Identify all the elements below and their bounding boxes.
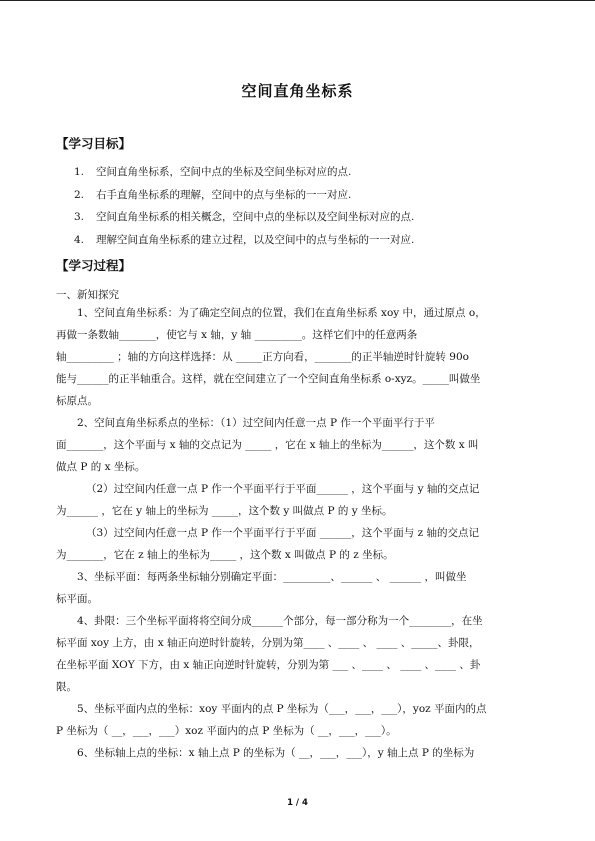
page-number: 1 / 4 — [287, 798, 308, 808]
text-line: （3）过空间内任意一点 P 作一个平面平行于平面 ______，这个平面与 z 轴的交点记 — [86, 527, 479, 539]
goal-number: 4. — [74, 234, 85, 246]
paragraph-axis-points — [56, 742, 548, 764]
text-line: 轴_________ ；轴的方向这样选择：从 _____正方向看，_______的正半轴逆时针旋转 90o — [56, 351, 469, 363]
goal-item-3 — [74, 209, 414, 224]
text-line: 在坐标平面 XOY 下方，由 x 轴正向逆时针旋转，分别为第 ___ 、____ 、 ____ 、____ 、卦 — [56, 659, 481, 671]
process-heading: 【学习过程】 — [56, 258, 132, 273]
paragraph-coordinate-planes — [56, 566, 548, 610]
goal-item-2 — [74, 187, 351, 202]
text-line: 6、坐标轴上点的坐标：x 轴上点 P 的坐标为（ __，___，___），y 轴上点 P 的坐标为 — [77, 747, 475, 759]
subsection-title: 一、新知探究 — [56, 289, 119, 301]
paragraph-y-coordinate — [56, 478, 548, 522]
goal-text: 空间直角坐标系，空间中点的坐标及空间坐标对应的点. — [96, 166, 352, 178]
goal-number: 2. — [74, 189, 85, 201]
paragraph-z-coordinate — [56, 522, 548, 566]
text-line: 标平面 xoy 上方，由 x 轴正向逆时针旋转，分别为第____ 、____ 、 ____ 、_____、卦限， — [56, 637, 480, 649]
text-line: （2）过空间内任意一点 P 作一个平面平行于平面______ ，这个平面与 y 轴的交点记 — [86, 483, 480, 495]
text-line: P 坐标为（ __，___，___）xoz 平面内的点 P 坐标为（ __，___，___）。 — [56, 725, 397, 737]
text-line: 做点 P 的 x 坐标。 — [56, 461, 146, 473]
text-line: 标平面。 — [56, 593, 98, 605]
top-border-line — [0, 0, 595, 1]
goal-number: 3. — [74, 211, 85, 223]
page-title: 空间直角坐标系 — [241, 82, 354, 100]
goal-item-4 — [74, 232, 414, 247]
goals-heading: 【学习目标】 — [56, 136, 132, 151]
text-line: 为______ ，它在 y 轴上的坐标为 _____，这个数 y 叫做点 P 的 y 坐标。 — [56, 505, 393, 517]
text-line: 标原点。 — [56, 395, 98, 407]
text-line: 3、坐标平面：每两条坐标轴分别确定平面：_________、______ 、 ______ ，叫做坐 — [77, 571, 467, 583]
goal-number: 1. — [74, 166, 85, 178]
text-line: 1、空间直角坐标系：为了确定空间点的位置，我们在直角坐标系 xoy 中，通过原点 o， — [77, 307, 486, 319]
paragraph-plane-points — [56, 698, 548, 742]
text-line: 限。 — [56, 681, 77, 693]
text-line: 5、坐标平面内点的坐标：xoy 平面内的点 P 坐标为（___，___，___），yoz 平面内的点 — [77, 703, 487, 715]
paragraph-coordinate-system — [56, 302, 548, 412]
text-line: 2、空间直角坐标系点的坐标：（1）过空间内任意一点 P 作一个平面平行于平 — [77, 417, 435, 429]
text-line: 4、卦限：三个坐标平面将将空间分成______个部分，每一部分称为一个________，在坐 — [77, 615, 483, 627]
text-line: 再做一条数轴_______，使它与 x 轴，y 轴 _________。这样它们中的任意两条 — [56, 329, 418, 341]
goal-text: 理解空间直角坐标系的建立过程，以及空间中的点与坐标的一一对应. — [96, 234, 415, 246]
paragraph-octants — [56, 610, 548, 698]
text-line: 为_______，它在 z 轴上的坐标为_____ ，这个数 x 叫做点 P 的 z 坐标。 — [56, 549, 394, 561]
text-line: 能与______的正半轴重合。这样，就在空间建立了一个空间直角坐标系 o-xyz。_____叫做坐 — [56, 373, 481, 385]
paragraph-point-coordinates — [56, 412, 548, 478]
goal-text: 空间直角坐标系的相关概念，空间中点的坐标以及空间坐标对应的点. — [96, 211, 415, 223]
goal-item-1 — [74, 164, 351, 179]
text-line: 面_______，这个平面与 x 轴的交点记为 _____ ，它在 x 轴上的坐标为______，这个数 x 叫 — [56, 439, 479, 451]
goal-text: 右手直角坐标系的理解，空间中的点与坐标的一一对应. — [96, 189, 352, 201]
